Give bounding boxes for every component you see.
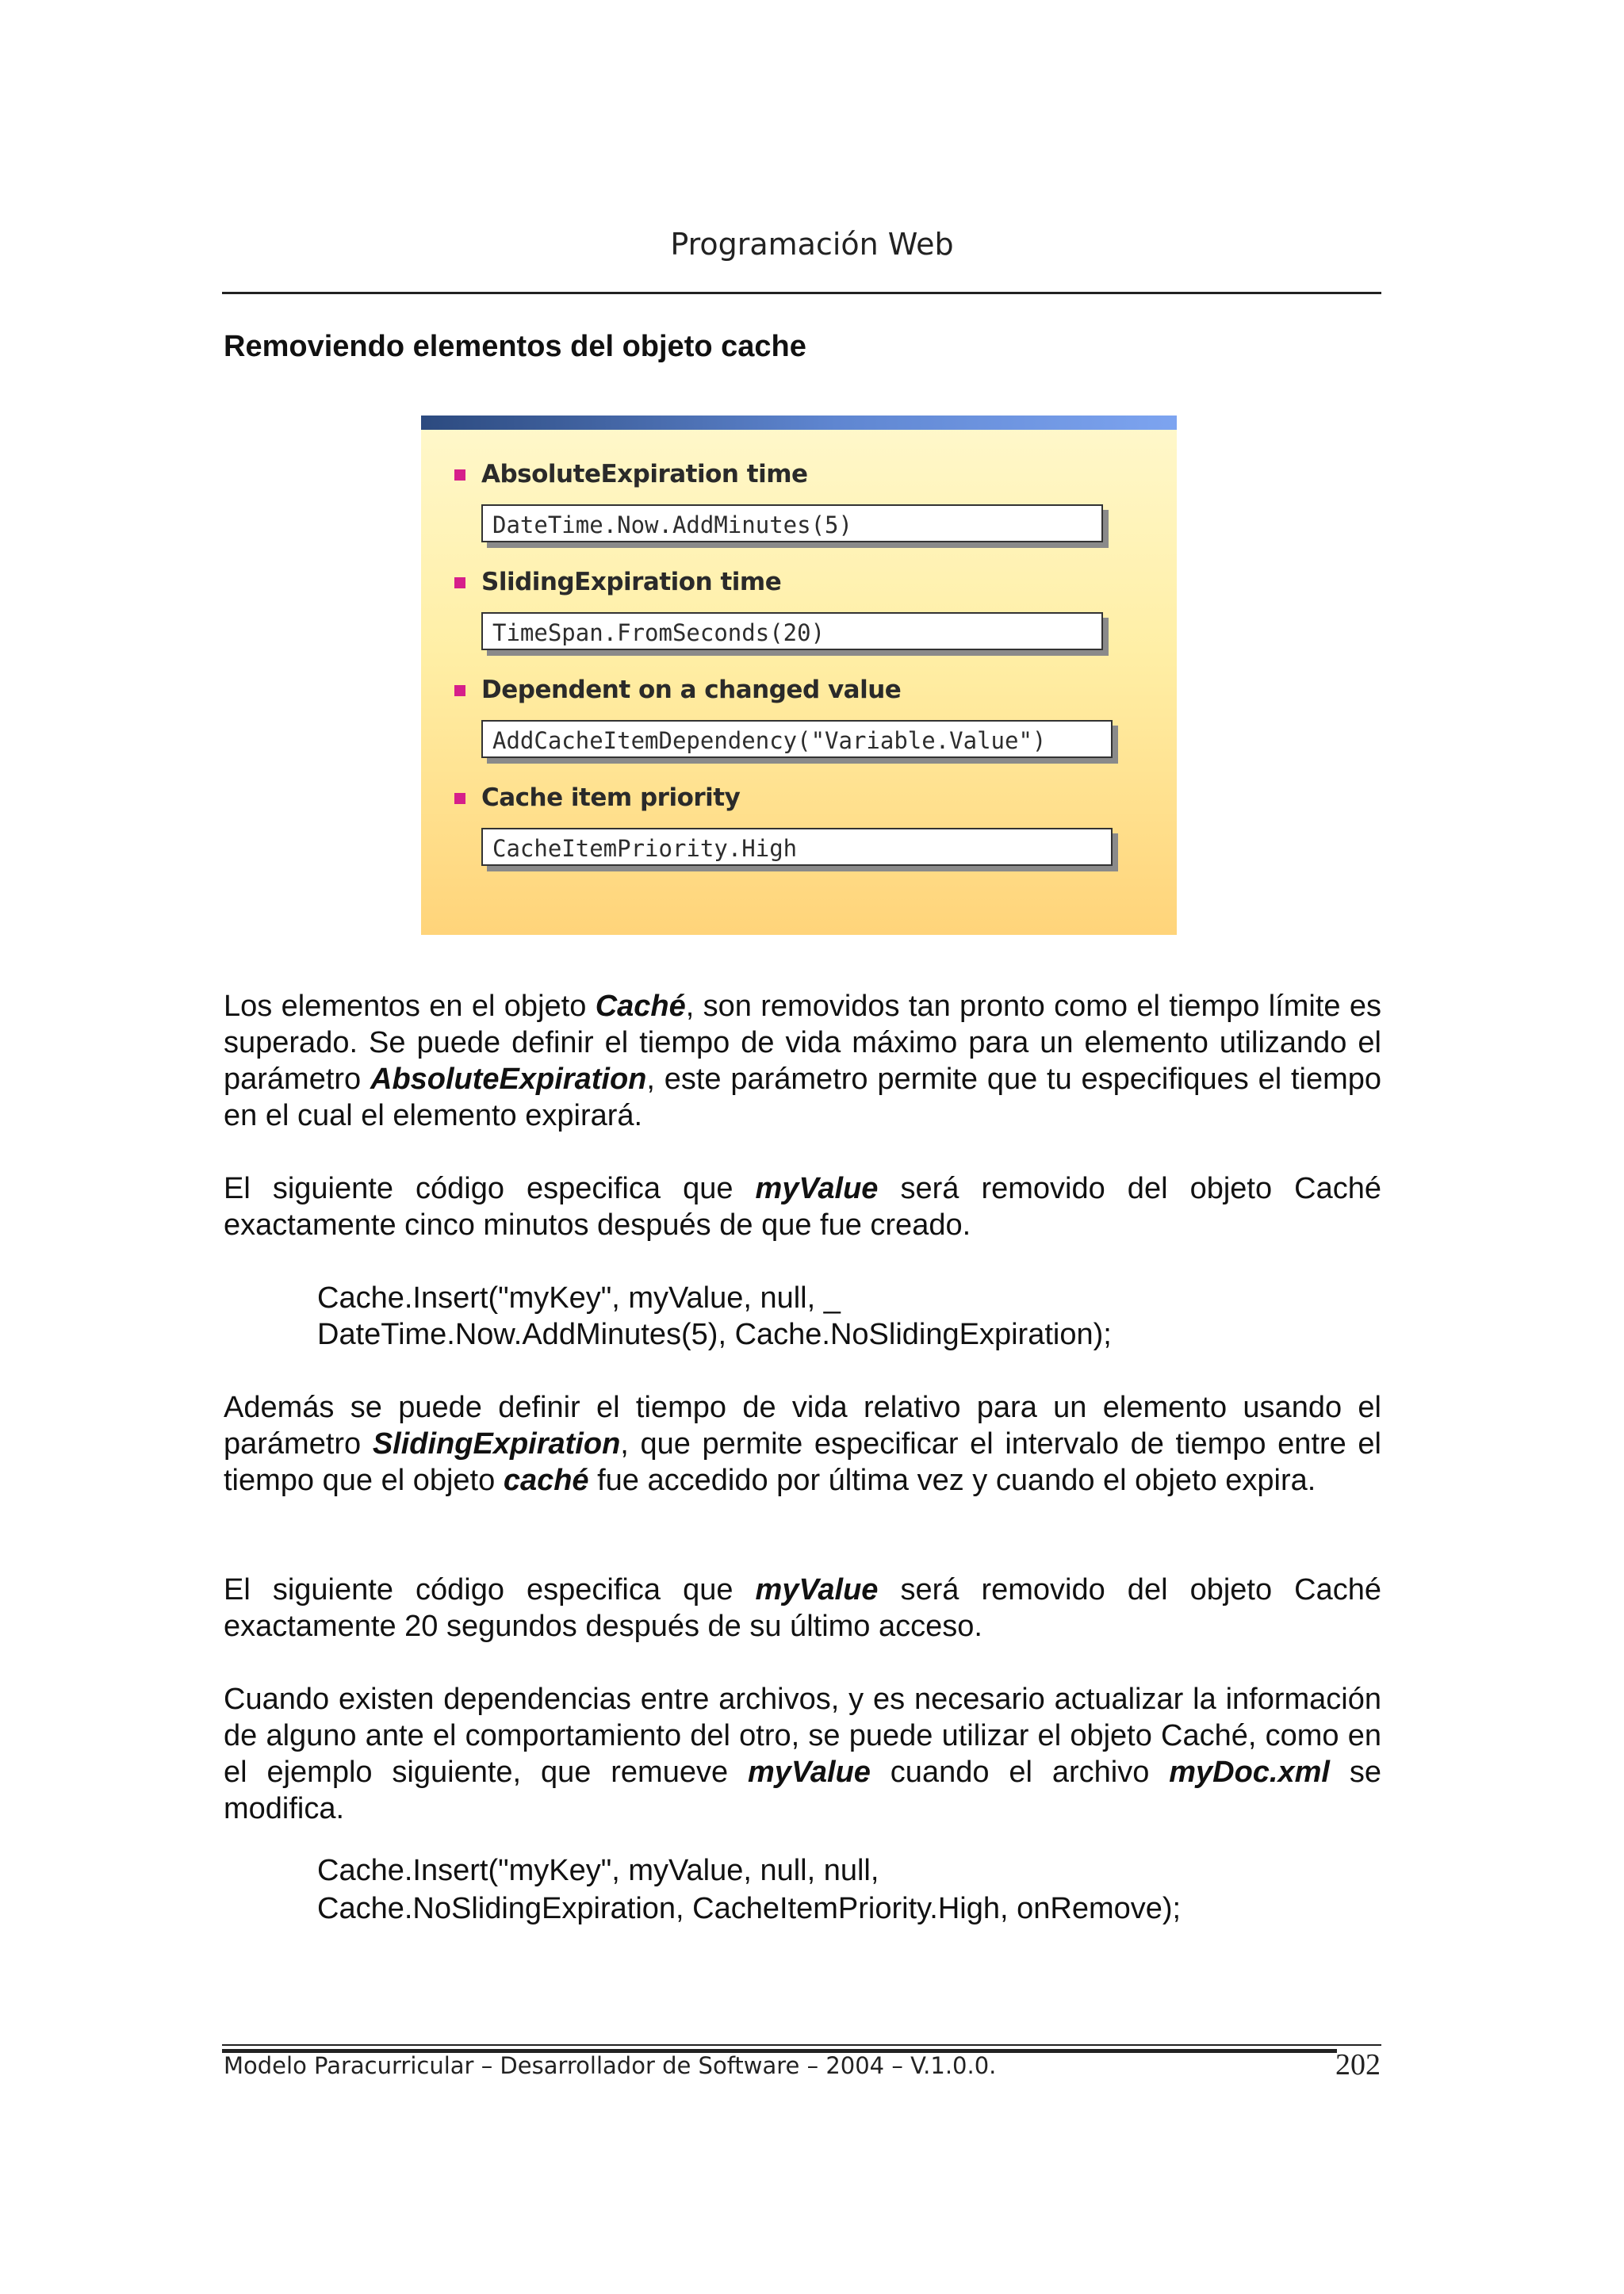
- slide-item-label: AbsoluteExpiration time: [481, 460, 808, 488]
- page-number: 202: [1335, 2048, 1381, 2081]
- slide-code-box: TimeSpan.FromSeconds(20): [481, 612, 1103, 650]
- bullet-square-icon: [454, 793, 465, 804]
- bullet-square-icon: [454, 469, 465, 481]
- section-heading: Removiendo elementos del objeto cache: [224, 330, 806, 363]
- slide-code-box: DateTime.Now.AddMinutes(5): [481, 504, 1103, 542]
- bullet-square-icon: [454, 685, 465, 696]
- slide-item-label: Cache item priority: [481, 783, 741, 812]
- code-sample-1-line-2: DateTime.Now.AddMinutes(5), Cache.NoSlidingExpiration);: [317, 1318, 1112, 1351]
- slide-figure: [421, 416, 1177, 935]
- code-sample-2-line-2: Cache.NoSlidingExpiration, CacheItemPriority.High, onRemove);: [317, 1892, 1182, 1925]
- footer-text: Modelo Paracurricular – Desarrollador de Software – 2004 – V.1.0.0.: [224, 2052, 997, 2079]
- slide-code-box: AddCacheItemDependency("Variable.Value"): [481, 720, 1113, 758]
- code-sample-1-line-1: Cache.Insert("myKey", myValue, null, _: [317, 1281, 841, 1315]
- paragraph-code-intro-1: El siguiente código especifica que myValue será removido del objeto Caché exactamente cinco minutos después de que fue creado.: [224, 1172, 1381, 1242]
- slide-item-label: Dependent on a changed value: [481, 676, 902, 704]
- paragraph-code-intro-2: El siguiente código especifica que myValue será removido del objeto Caché exactamente 20 segundos después de su último acceso.: [224, 1573, 1381, 1643]
- slide-code-box: CacheItemPriority.High: [481, 828, 1113, 866]
- slide-title-bar: [421, 416, 1177, 430]
- footer-divider: [222, 2044, 1381, 2046]
- bullet-square-icon: [454, 577, 465, 588]
- slide-item-label: SlidingExpiration time: [481, 568, 782, 596]
- header-divider: [222, 292, 1381, 294]
- code-sample-2-line-1: Cache.Insert("myKey", myValue, null, null,: [317, 1854, 879, 1887]
- page-header-title: Programación Web: [670, 227, 954, 262]
- paragraph-sliding-expiration: Además se puede definir el tiempo de vida relativo para un elemento usando el parámetro SlidingExpiration, que permite especificar el intervalo de tiempo entre el tiempo que el objeto caché fue accedido por última vez y cuando el objeto expira.: [224, 1391, 1381, 1497]
- paragraph-absolute-expiration: Los elementos en el objeto Caché, son removidos tan pronto como el tiempo límite es superado. Se puede definir el tiempo de vida máximo para un elemento utilizando el parámetro AbsoluteExpiration, este parámetro permite que tu especifiques el tiempo en el cual el elemento expirará.: [224, 990, 1382, 1132]
- paragraph-dependencies: Cuando existen dependencias entre archivos, y es necesario actualizar la información de alguno ante el comportamiento del otro, se puede utilizar el objeto Caché, como en el ejemplo siguiente, que remueve myValue cuando el archivo myDoc.xml se modifica.: [224, 1683, 1381, 1825]
